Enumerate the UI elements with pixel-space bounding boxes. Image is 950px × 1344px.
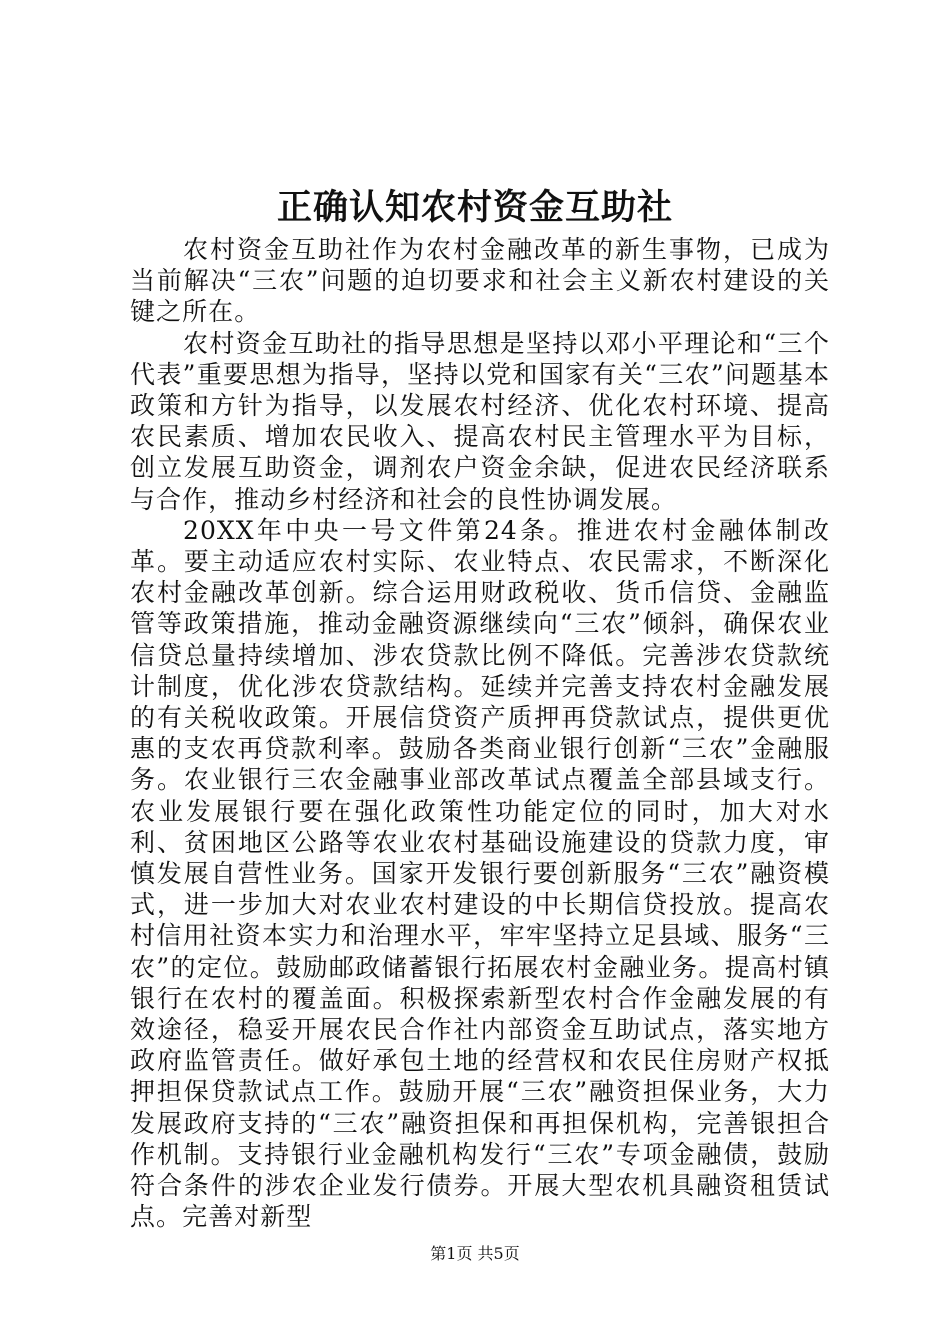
paragraph-central-document: 20XX年中央一号文件第24条。推进农村金融体制改革。要主动适应农村实际、农业特点、农民需求，不断深化农村金融改革创新。综合运用财政税收、货币信贷、金融监管等政策措施，推动金融资源继续向“三农”倾斜，确保农业信贷总量持续增加、涉农贷款比例不降低。完善涉农贷款统计制度，优化涉农贷款结构。延续并完善支持农村金融发展的有关税收政策。开展信贷资产质押再贷款试点，提供更优惠的支农再贷款利率。鼓励各类商业银行创新“三农”金融服务。农业银行三农金融事业部改革试点覆盖全部县域支行。农业发展银行要在强化政策性功能定位的同时，加大对水利、贫困地区公路等农业农村基础设施建设的贷款力度，审慎发展自营性业务。国家开发银行要创新服务“三农”融资模式，进一步加大对农业农村建设的中长期信贷投放。提高农村信用社资本实力和治理水平，牢牢坚持立足县域、服务“三农”的定位。鼓励邮政储蓄银行拓展农村金融业务。提高村镇银行在农村的覆盖面。积极探索新型农村合作金融发展的有效途径，稳妥开展农民合作社内部资金互助试点，落实地方政府监管责任。做好承包土地的经营权和农民住房财产权抵押担保贷款试点工作。鼓励开展“三农”融资担保业务，大力发展政府支持的“三农”融资担保和再担保机构，完善银担合作机制。支持银行业金融机构发行“三农”专项金融债，鼓励符合条件的涉农企业发行债券。开展大型农机具融资租赁试点。完善对新型 [130, 515, 830, 1232]
document-title: 正确认知农村资金互助社 [276, 187, 673, 228]
page-footer: 第1页 共5页 [430, 1244, 520, 1263]
paragraph-intro: 农村资金互助社作为农村金融改革的新生事物，已成为当前解决“三农”问题的迫切要求和社会主义新农村建设的关键之所在。 [130, 235, 830, 327]
document-body [130, 234, 830, 1233]
paragraph-guiding-ideology: 农村资金互助社的指导思想是坚持以邓小平理论和“三个代表”重要思想为指导，坚持以党和国家有关“三农”问题基本政策和方针为指导，以发展农村经济、优化农村环境、提高农民素质、增加农民收入、提高农村民主管理水平为目标，创立发展互助资金，调剂农户资金余缺，促进农民经济联系与合作，推动乡村经济和社会的良性协调发展。 [130, 328, 830, 514]
